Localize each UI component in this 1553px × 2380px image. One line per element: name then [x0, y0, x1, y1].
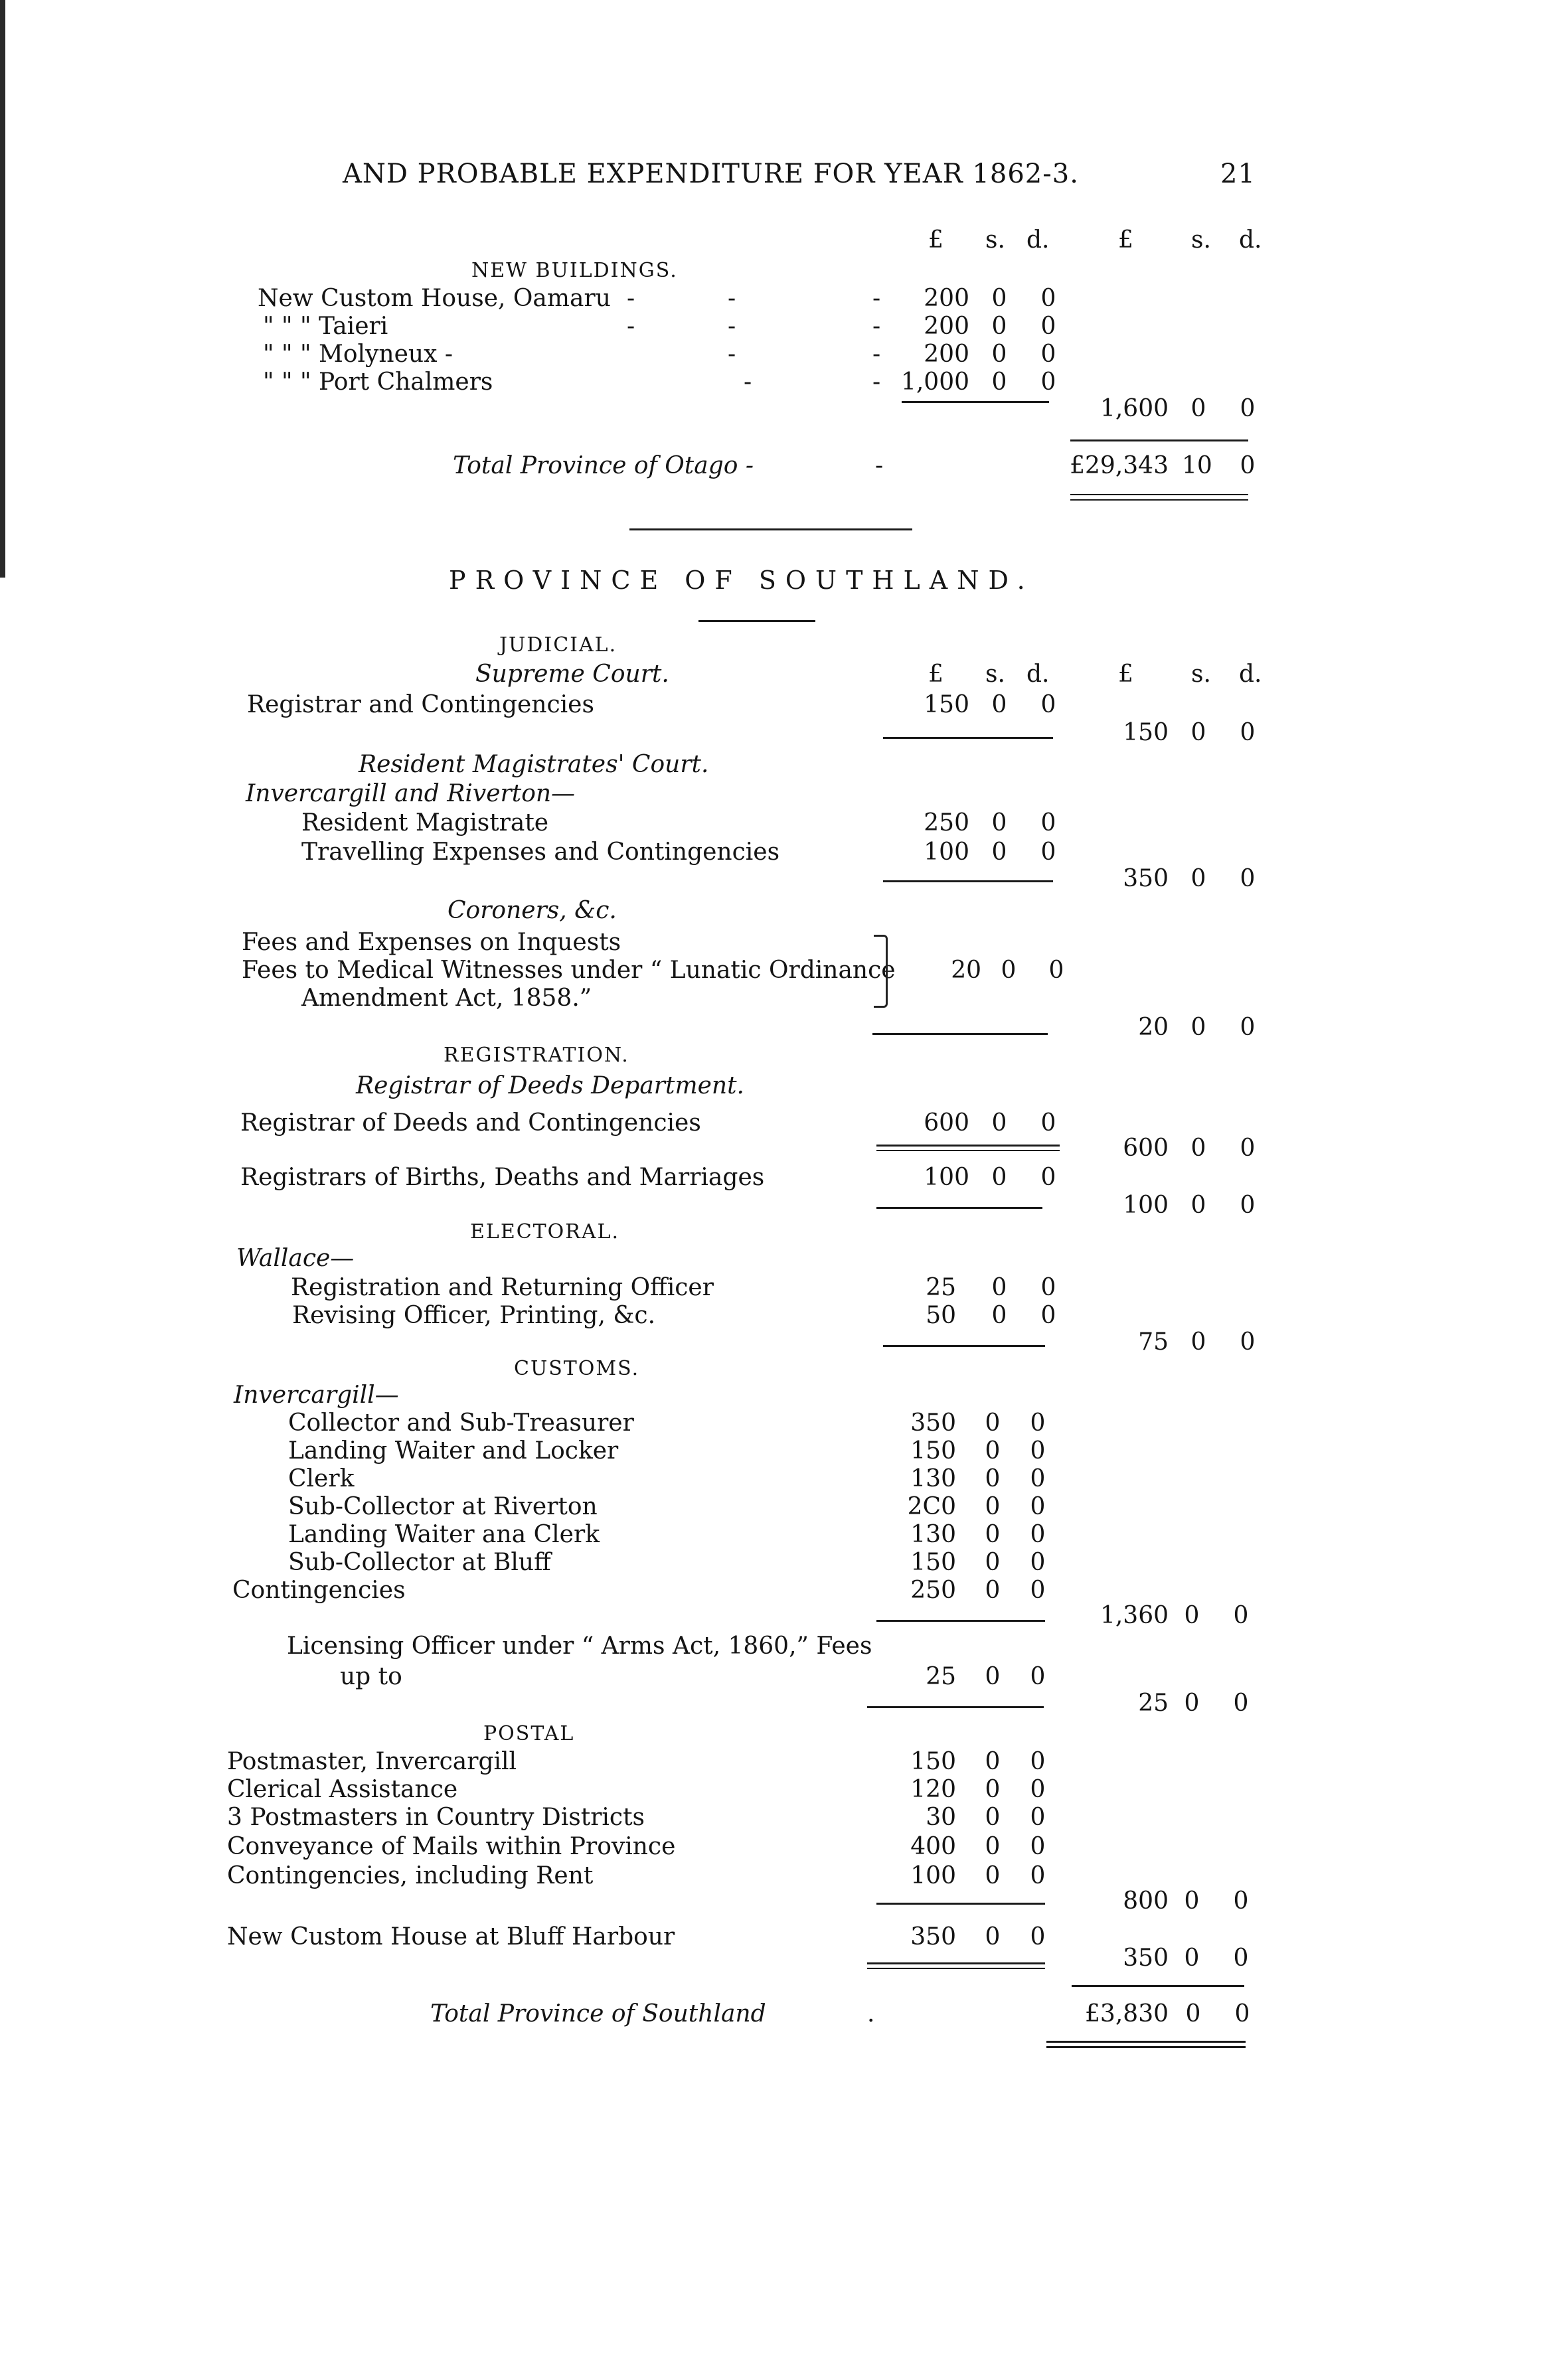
line-label: " " " Molyneux -	[263, 341, 453, 368]
col-pound: £	[928, 226, 943, 254]
rule	[867, 1968, 1045, 1969]
line-label: Sub-Collector at Bluff	[288, 1549, 551, 1576]
subheading: Invercargill—	[234, 1382, 399, 1409]
line-label: Licensing Officer under “ Arms Act, 1860,” Fees	[287, 1632, 872, 1660]
line-label: Amendment Act, 1858.”	[301, 985, 592, 1012]
rule	[883, 880, 1053, 882]
rule	[698, 620, 815, 622]
rule	[876, 1620, 1045, 1622]
col-s: s.	[985, 226, 1005, 254]
subheading: Supreme Court.	[475, 661, 669, 688]
line-label: Fees to Medical Witnesses under “ Lunatic Ordinance	[242, 957, 896, 984]
total-pounds: £29,343	[1070, 452, 1169, 479]
line-label: Fees and Expenses on Inquests	[242, 929, 621, 956]
line-label: Travelling Expenses and Contingencies	[301, 838, 780, 866]
line-label: Landing Waiter ana Clerk	[288, 1521, 600, 1548]
section-separator	[629, 528, 912, 530]
subtotal-pounds: 1,600	[1100, 395, 1169, 422]
rule	[876, 1903, 1045, 1905]
rule	[876, 1150, 1060, 1151]
subheading: Invercargill and Riverton—	[246, 780, 576, 807]
col-s: s.	[1191, 226, 1211, 254]
line-label: New Custom House at Bluff Harbour	[227, 1923, 675, 1950]
page-edge-shadow	[0, 0, 5, 578]
rule	[883, 737, 1053, 739]
line-label: Collector and Sub-Treasurer	[288, 1409, 634, 1437]
total-label: Total Province of Southland	[430, 2000, 766, 2027]
col-d: d.	[1239, 226, 1262, 254]
line-label: Landing Waiter and Locker	[288, 1437, 619, 1465]
line-label: up to	[340, 1663, 402, 1690]
line-label: " " " Taieri	[263, 313, 388, 340]
rule	[876, 1207, 1042, 1209]
line-label: Postmaster, Invercargill	[227, 1748, 517, 1775]
section-heading: ELECTORAL.	[470, 1220, 619, 1243]
rule	[867, 1962, 1045, 1964]
double-rule	[1070, 494, 1248, 495]
col-d: d.	[1026, 226, 1050, 254]
total-label: Total Province of Otago -	[453, 452, 754, 479]
section-heading: NEW BUILDINGS.	[471, 259, 678, 282]
line-label: Registration and Returning Officer	[291, 1274, 714, 1301]
line-label: New Custom House, Oamaru	[258, 285, 611, 312]
line-label: 3 Postmasters in Country Districts	[227, 1804, 645, 1831]
line-label: Clerical Assistance	[227, 1776, 458, 1803]
line-label: Registrars of Births, Deaths and Marriages	[240, 1164, 765, 1191]
line-label: Registrar and Contingencies	[247, 691, 594, 718]
double-rule	[1070, 499, 1248, 501]
total-pounds: £3,830	[1085, 2000, 1169, 2027]
subheading: Wallace—	[236, 1245, 355, 1272]
rule	[902, 401, 1049, 403]
subheading: Resident Magistrates' Court.	[359, 751, 709, 778]
rule	[876, 1145, 1060, 1147]
line-label: Sub-Collector at Riverton	[288, 1493, 598, 1520]
rule	[1072, 1985, 1244, 1987]
section-heading: JUDICIAL.	[499, 633, 617, 657]
line-label: Contingencies, including Rent	[227, 1862, 594, 1889]
line-label: Contingencies	[232, 1577, 406, 1604]
section-heading: REGISTRATION.	[444, 1044, 629, 1067]
line-label: Registrar of Deeds and Contingencies	[240, 1109, 701, 1137]
rule	[1070, 439, 1248, 441]
col-pound: £	[1118, 226, 1133, 254]
province-title: PROVINCE OF SOUTHLAND.	[449, 566, 1034, 595]
amount-pounds: 200	[924, 285, 969, 312]
line-label: Resident Magistrate	[301, 809, 549, 836]
rule	[883, 1345, 1045, 1347]
line-label: Revising Officer, Printing, &c.	[292, 1302, 656, 1329]
line-label: Conveyance of Mails within Province	[227, 1833, 676, 1860]
brace	[874, 935, 888, 1008]
line-label: " " " Port Chalmers	[263, 368, 493, 396]
rule	[872, 1033, 1048, 1035]
rule	[867, 1706, 1044, 1708]
subheading: Registrar of Deeds Department.	[356, 1072, 744, 1099]
page-number: 21	[1220, 159, 1256, 189]
section-heading: CUSTOMS.	[514, 1357, 640, 1380]
subheading: Coroners, &c.	[448, 897, 617, 924]
page-header: AND PROBABLE EXPENDITURE FOR YEAR 1862-3.	[343, 159, 1079, 189]
line-label: Clerk	[288, 1465, 355, 1492]
double-rule	[1046, 2041, 1246, 2043]
section-heading: POSTAL	[483, 1722, 575, 1745]
double-rule	[1046, 2046, 1246, 2048]
